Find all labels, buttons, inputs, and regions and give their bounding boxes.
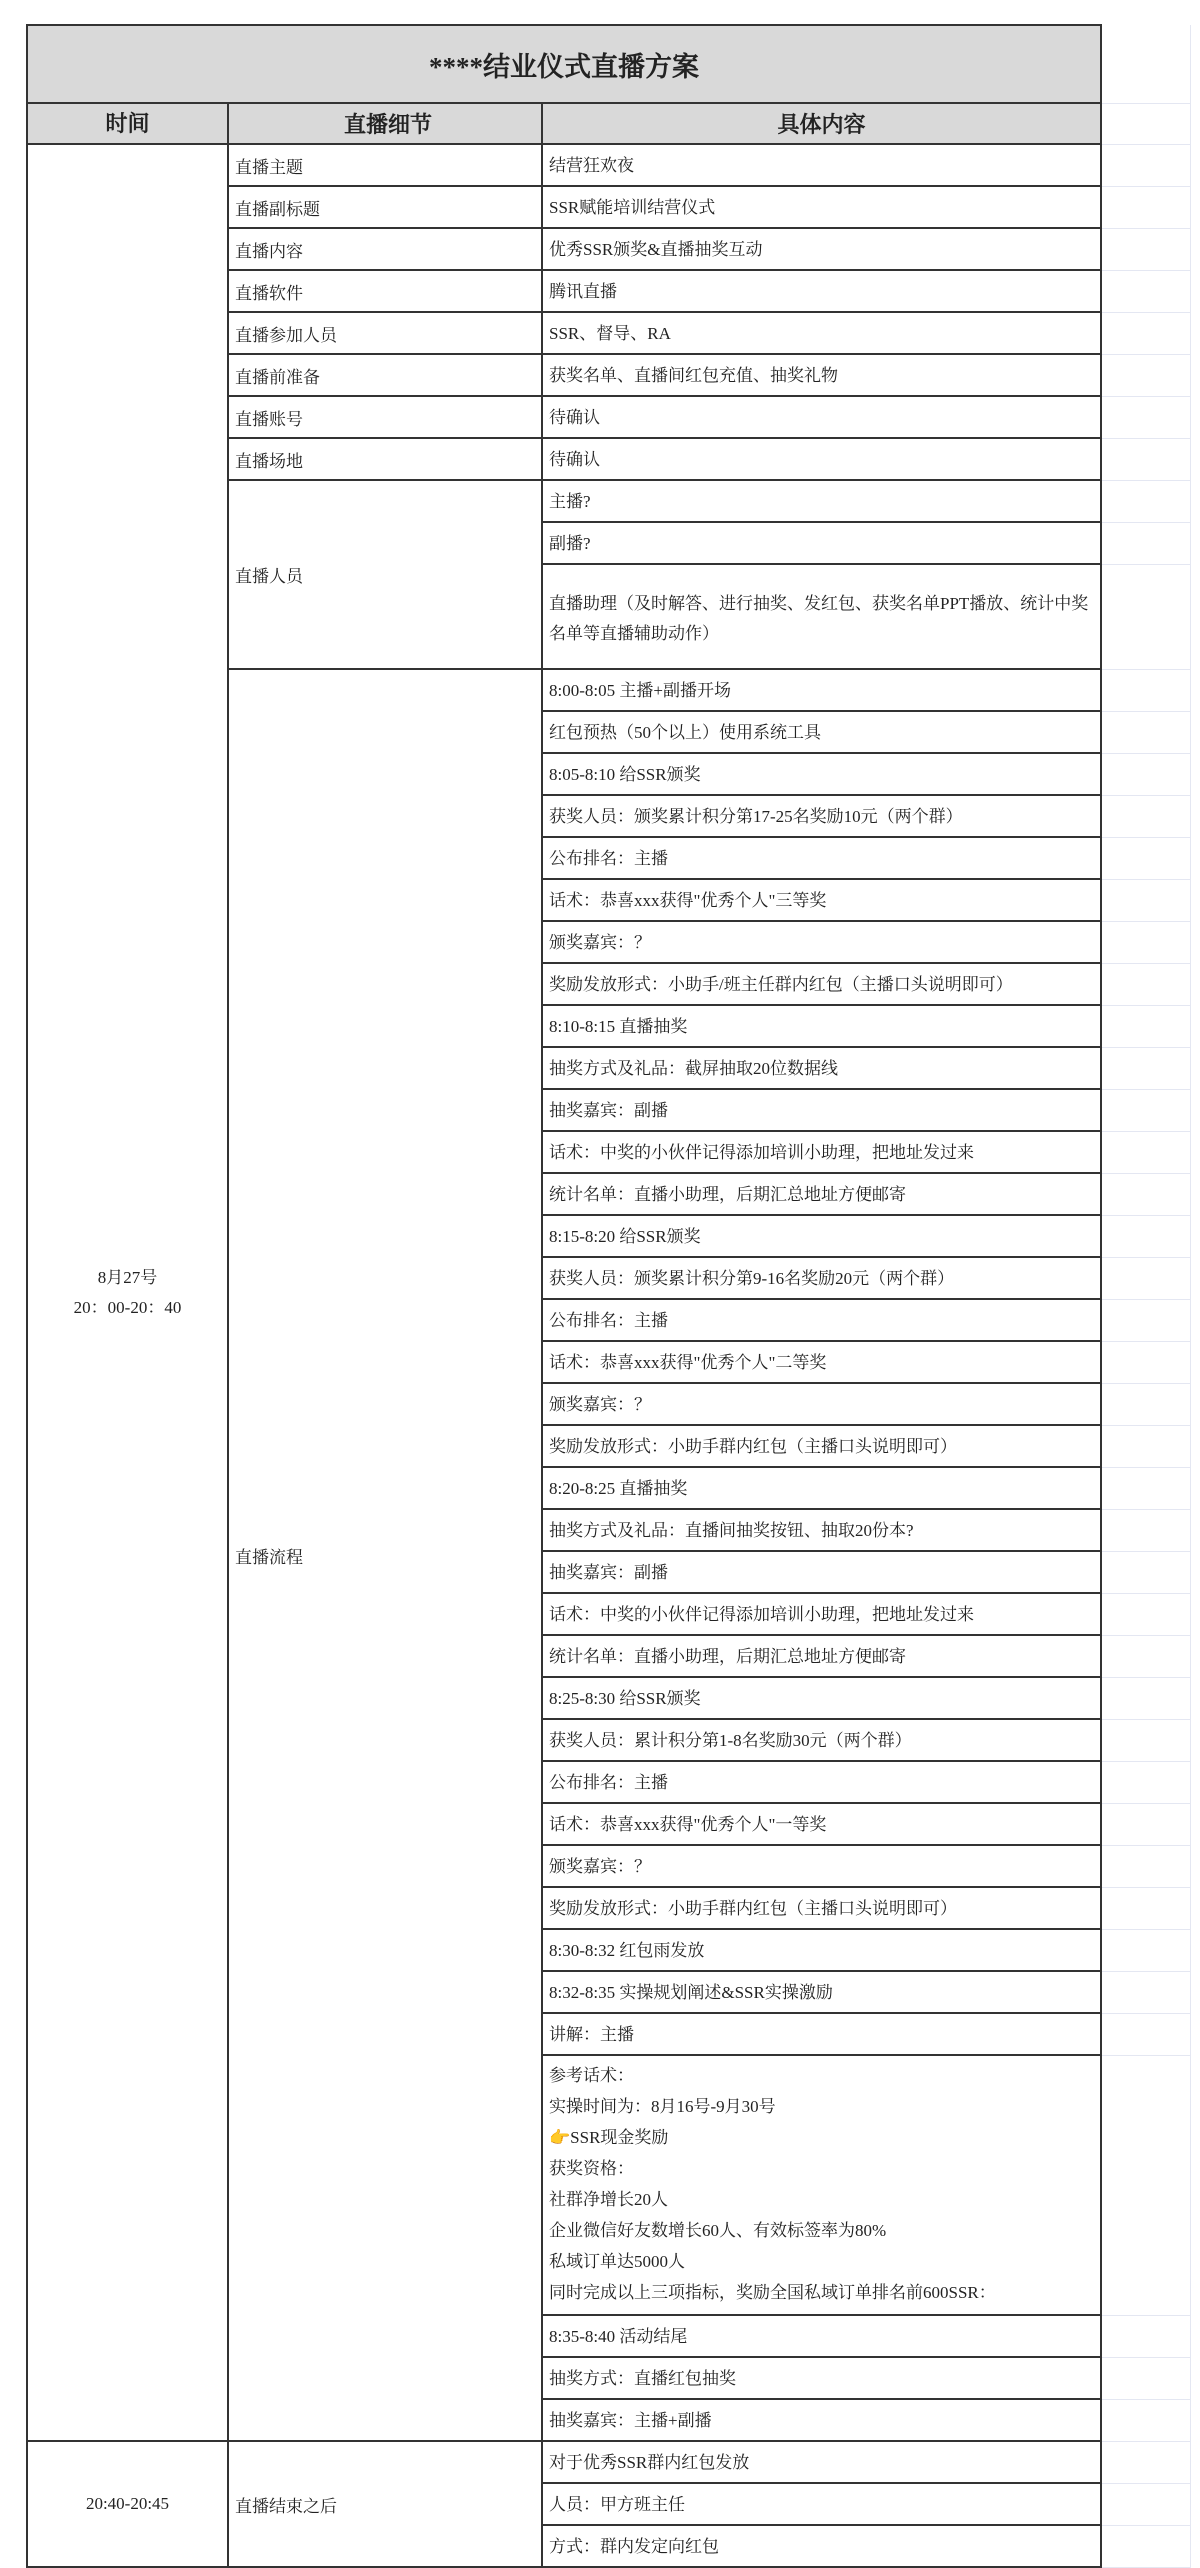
content-text: 抽奖嘉宾：主播+副播 (549, 2411, 712, 2430)
content-text: 颁奖嘉宾：？ (549, 1857, 651, 1876)
content-text: 获奖人员：颁奖累计积分第17-25名奖励10元（两个群） (549, 807, 963, 826)
header-content[interactable]: 具体内容 (542, 103, 1101, 144)
empty-cell[interactable] (1101, 270, 1191, 312)
empty-cell[interactable] (1101, 186, 1191, 228)
content-cell[interactable] (542, 1971, 1101, 2013)
empty-cell[interactable] (1101, 564, 1191, 669)
content-text: 红包预热（50个以上）使用系统工具 (549, 723, 821, 742)
empty-cell[interactable] (1101, 1509, 1191, 1551)
content-cell[interactable] (542, 312, 1101, 354)
content-cell[interactable] (542, 963, 1101, 1005)
content-text: SSR、督导、RA (549, 324, 671, 343)
content-text: 8:25-8:30 给SSR颁奖 (549, 1689, 701, 1708)
empty-cell[interactable] (1101, 1887, 1191, 1929)
time-text: 20：00-20：40 (73, 1297, 182, 1317)
content-text: 抽奖方式：直播红包抽奖 (549, 2369, 736, 2388)
content-text: 优秀SSR颁奖&直播抽奖互动 (549, 240, 763, 259)
content-cell[interactable] (542, 1551, 1101, 1593)
content-text: SSR赋能培训结营仪式 (549, 198, 716, 217)
sheet-title[interactable]: ****结业仪式直播方案 (27, 25, 1101, 103)
content-cell[interactable] (542, 879, 1101, 921)
content-text: 抽奖嘉宾：副播 (549, 1563, 668, 1582)
empty-cell[interactable] (1101, 1047, 1191, 1089)
content-text: 人员：甲方班主任 (549, 2495, 685, 2514)
empty-cell[interactable] (1101, 228, 1191, 270)
content-text: 直播助理（及时解答、进行抽奖、发红包、获奖名单PPT播放、统计中奖名单等直播辅助动作） (549, 594, 1089, 643)
detail-label-cell[interactable]: 直播流程 (228, 669, 542, 2441)
content-line: 同时完成以上三项指标，奖励全国私域订单排名前600SSR： (549, 2283, 996, 2302)
live-plan-table (26, 24, 1191, 2568)
content-cell[interactable] (542, 1509, 1101, 1551)
table-row (27, 2441, 1191, 2483)
time-text: 20:40-20:45 (85, 2494, 170, 2513)
content-cell[interactable] (542, 1677, 1101, 1719)
detail-label-cell[interactable]: 直播结束之后 (228, 2441, 542, 2567)
empty-cell[interactable] (1101, 1971, 1191, 2013)
content-line: 获奖资格： (549, 2159, 634, 2178)
content-text: 话术：恭喜xxx获得"优秀个人"二等奖 (549, 1353, 827, 1372)
content-cell[interactable] (542, 2315, 1101, 2357)
content-text: 话术：恭喜xxx获得"优秀个人"三等奖 (549, 891, 827, 910)
content-line: 实操时间为：8月16号-9月30号 (549, 2097, 776, 2116)
empty-cell[interactable] (1101, 1425, 1191, 1467)
content-text: 结营狂欢夜 (549, 156, 634, 175)
detail-label-cell[interactable]: 直播参加人员 (228, 312, 542, 354)
content-cell[interactable] (542, 1047, 1101, 1089)
content-cell[interactable] (542, 270, 1101, 312)
content-text: 获奖人员：累计积分第1-8名奖励30元（两个群） (549, 1731, 912, 1750)
content-text: 奖励发放形式：小助手群内红包（主播口头说明即可） (549, 1899, 957, 1918)
content-text: 8:05-8:10 给SSR颁奖 (549, 765, 701, 784)
content-text: 8:32-8:35 实操规划阐述&SSR实操激励 (549, 1983, 833, 2002)
content-text: 主播? (549, 492, 591, 511)
empty-cell[interactable] (1101, 1131, 1191, 1173)
empty-cell[interactable] (1101, 2525, 1191, 2567)
detail-label-cell[interactable]: 直播内容 (228, 228, 542, 270)
content-text: 8:10-8:15 直播抽奖 (549, 1017, 688, 1036)
content-cell[interactable] (542, 1761, 1101, 1803)
content-text: 对于优秀SSR群内红包发放 (549, 2453, 750, 2472)
content-cell[interactable] (542, 1173, 1101, 1215)
empty-cell[interactable] (1101, 1845, 1191, 1887)
content-text: 抽奖方式及礼品：截屏抽取20位数据线 (549, 1059, 838, 1078)
content-text (543, 2056, 1100, 2314)
empty-cell[interactable] (1101, 1215, 1191, 1257)
empty-cell[interactable] (1101, 438, 1191, 480)
detail-label-cell[interactable]: 直播场地 (228, 438, 542, 480)
content-line: 👉SSR现金奖励 (549, 2128, 669, 2147)
empty-cell[interactable] (1101, 879, 1191, 921)
content-text: 待确认 (549, 408, 600, 427)
empty-cell[interactable] (1101, 480, 1191, 522)
empty-cell[interactable] (1101, 1173, 1191, 1215)
time-text: 8月27号 (97, 1267, 158, 1287)
live-plan-sheet (26, 24, 1191, 2568)
empty-cell[interactable] (1101, 1005, 1191, 1047)
header-time[interactable]: 时间 (27, 103, 228, 144)
empty-cell[interactable] (1101, 795, 1191, 837)
content-cell[interactable] (542, 1299, 1101, 1341)
content-text: 统计名单：直播小助理，后期汇总地址方便邮寄 (549, 1647, 906, 1666)
content-text: 8:35-8:40 活动结尾 (549, 2327, 688, 2346)
detail-label-cell[interactable]: 直播账号 (228, 396, 542, 438)
content-text: 公布排名：主播 (549, 1311, 668, 1330)
content-cell[interactable] (542, 228, 1101, 270)
empty-cell[interactable] (1101, 1257, 1191, 1299)
content-text: 8:15-8:20 给SSR颁奖 (549, 1227, 701, 1246)
content-cell[interactable] (542, 396, 1101, 438)
content-text: 8:30-8:32 红包雨发放 (549, 1941, 705, 1960)
content-cell[interactable] (542, 2399, 1101, 2441)
table-row (27, 144, 1191, 186)
detail-label-cell[interactable]: 直播主题 (228, 144, 542, 186)
content-cell[interactable] (542, 1467, 1101, 1509)
content-text: 抽奖嘉宾：副播 (549, 1101, 668, 1120)
empty-cell[interactable] (1101, 1551, 1191, 1593)
time-cell[interactable] (27, 144, 228, 2441)
empty-cell[interactable] (1101, 1341, 1191, 1383)
content-cell[interactable] (542, 480, 1101, 522)
content-text: 方式：群内发定向红包 (549, 2537, 719, 2556)
empty-cell[interactable] (1101, 2013, 1191, 2055)
content-cell[interactable] (542, 186, 1101, 228)
content-text: 副播? (549, 534, 591, 553)
content-cell[interactable] (542, 711, 1101, 753)
detail-label-cell[interactable]: 直播软件 (228, 270, 542, 312)
content-text: 讲解：主播 (549, 2025, 634, 2044)
content-cell[interactable] (542, 1257, 1101, 1299)
empty-cell[interactable] (1101, 711, 1191, 753)
empty-cell[interactable] (1101, 669, 1191, 711)
content-cell[interactable] (542, 1719, 1101, 1761)
content-cell[interactable] (542, 2483, 1101, 2525)
content-cell[interactable] (542, 144, 1101, 186)
empty-cell[interactable] (1101, 1719, 1191, 1761)
content-text: 8:20-8:25 直播抽奖 (549, 1479, 688, 1498)
content-text: 统计名单：直播小助理，后期汇总地址方便邮寄 (549, 1185, 906, 1204)
content-cell[interactable] (542, 1089, 1101, 1131)
content-text: 待确认 (549, 450, 600, 469)
detail-label-cell[interactable]: 直播前准备 (228, 354, 542, 396)
content-cell[interactable] (542, 921, 1101, 963)
empty-cell[interactable] (1101, 2441, 1191, 2483)
content-line: 参考话术： (549, 2066, 634, 2085)
empty-cell[interactable] (1101, 1299, 1191, 1341)
content-cell[interactable] (542, 1215, 1101, 1257)
empty-cell[interactable] (1101, 2055, 1191, 2315)
content-cell[interactable] (542, 1005, 1101, 1047)
empty-cell[interactable] (1101, 2483, 1191, 2525)
empty-cell[interactable] (1101, 2357, 1191, 2399)
header-detail[interactable]: 直播细节 (228, 103, 542, 144)
empty-cell[interactable] (1101, 921, 1191, 963)
content-line: 私域订单达5000人 (549, 2252, 685, 2271)
content-text: 抽奖方式及礼品：直播间抽奖按钮、抽取20份本? (549, 1521, 914, 1540)
content-text: 获奖人员：颁奖累计积分第9-16名奖励20元（两个群） (549, 1269, 955, 1288)
empty-cell[interactable] (1101, 1677, 1191, 1719)
content-text: 话术：中奖的小伙伴记得添加培训小助理，把地址发过来 (549, 1605, 974, 1624)
content-cell[interactable] (542, 1593, 1101, 1635)
content-cell[interactable] (542, 837, 1101, 879)
content-cell[interactable] (542, 438, 1101, 480)
content-cell[interactable] (542, 1131, 1101, 1173)
empty-cell[interactable] (1101, 1089, 1191, 1131)
empty-cell[interactable] (1101, 753, 1191, 795)
content-cell[interactable] (542, 522, 1101, 564)
content-line: 社群净增长20人 (549, 2190, 668, 2209)
content-text: 奖励发放形式：小助手/班主任群内红包（主播口头说明即可） (549, 975, 1013, 994)
empty-cell[interactable] (1101, 144, 1191, 186)
time-cell[interactable] (27, 2441, 228, 2567)
empty-cell[interactable] (1101, 1383, 1191, 1425)
empty-cell[interactable] (1101, 1635, 1191, 1677)
content-cell[interactable] (542, 1635, 1101, 1677)
content-cell[interactable] (542, 2013, 1101, 2055)
empty-cell[interactable] (1101, 837, 1191, 879)
content-cell[interactable] (542, 1887, 1101, 1929)
content-cell[interactable] (542, 564, 1101, 669)
content-cell[interactable] (542, 1425, 1101, 1467)
empty-cell[interactable] (1101, 963, 1191, 1005)
content-text: 腾讯直播 (549, 282, 617, 301)
content-cell[interactable] (542, 2441, 1101, 2483)
content-text: 话术：中奖的小伙伴记得添加培训小助理，把地址发过来 (549, 1143, 974, 1162)
empty-cell[interactable] (1101, 2399, 1191, 2441)
content-text: 公布排名：主播 (549, 1773, 668, 1792)
empty-cell[interactable] (1101, 1593, 1191, 1635)
content-text: 话术：恭喜xxx获得"优秀个人"一等奖 (549, 1815, 827, 1834)
content-cell[interactable] (542, 1845, 1101, 1887)
content-cell[interactable] (542, 1341, 1101, 1383)
content-cell[interactable] (542, 1929, 1101, 1971)
content-cell[interactable] (542, 354, 1101, 396)
content-cell[interactable] (542, 669, 1101, 711)
content-line: 企业微信好友数增长60人、有效标签率为80% (549, 2221, 887, 2240)
empty-cell[interactable] (1101, 25, 1191, 103)
empty-cell[interactable] (1101, 1803, 1191, 1845)
detail-label-cell[interactable]: 直播人员 (228, 480, 542, 669)
content-text: 公布排名：主播 (549, 849, 668, 868)
content-text: 颁奖嘉宾：？ (549, 933, 651, 952)
content-cell[interactable] (542, 753, 1101, 795)
empty-cell[interactable] (1101, 396, 1191, 438)
empty-cell[interactable] (1101, 2315, 1191, 2357)
empty-cell[interactable] (1101, 354, 1191, 396)
empty-cell[interactable] (1101, 522, 1191, 564)
content-cell[interactable] (542, 795, 1101, 837)
content-text: 获奖名单、直播间红包充值、抽奖礼物 (549, 366, 838, 385)
empty-cell[interactable] (1101, 312, 1191, 354)
content-text: 8:00-8:05 主播+副播开场 (549, 681, 731, 700)
content-cell[interactable] (542, 2357, 1101, 2399)
content-cell[interactable] (542, 1803, 1101, 1845)
content-cell[interactable] (542, 2055, 1101, 2315)
content-text: 奖励发放形式：小助手群内红包（主播口头说明即可） (549, 1437, 957, 1456)
content-cell[interactable] (542, 2525, 1101, 2567)
empty-cell[interactable] (1101, 1929, 1191, 1971)
content-text: 颁奖嘉宾：？ (549, 1395, 651, 1414)
empty-cell[interactable] (1101, 1761, 1191, 1803)
empty-cell[interactable] (1101, 103, 1191, 144)
content-cell[interactable] (542, 1383, 1101, 1425)
empty-cell[interactable] (1101, 1467, 1191, 1509)
detail-label-cell[interactable]: 直播副标题 (228, 186, 542, 228)
